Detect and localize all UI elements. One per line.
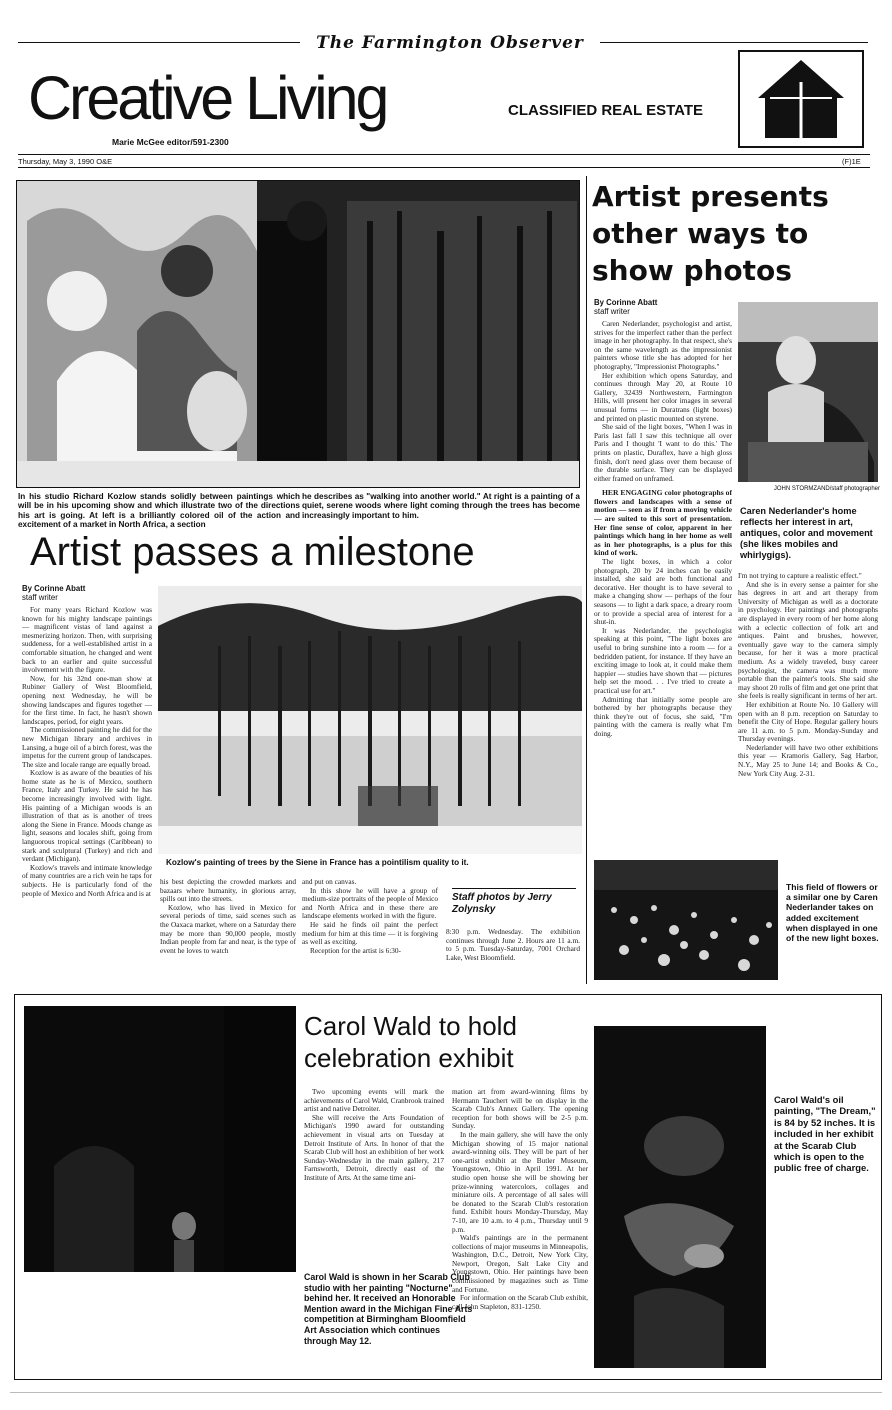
wald-headline: Carol Wald to hold celebration exhibit bbox=[304, 1011, 517, 1073]
portrait-caption: Caren Nederlander's home reflects her interest in art, antiques, color and movement (she likes mobiles and whirlygigs). bbox=[740, 506, 873, 560]
section-title: Creative Living bbox=[28, 64, 387, 132]
kozlow-studio-photo bbox=[16, 180, 580, 488]
nederlander-col1-p7: Admitting that initially some people are bothered by her photographs because they think they're out of focus, she said, "I'm painting with the camera is really what I'm doing. bbox=[594, 694, 732, 738]
kozlow-col3-p4: Reception for the artist is 6:30- bbox=[310, 945, 401, 955]
kozlow-col1-p1: For many years Richard Kozlow was known for his mighty landscape paintings — magnificent vistas of land against a mesmerizing horizon. Then, with surprising suddeness, for a well-established artist in a comfortable situation, he changed and went back to an earlier and quite successful involvement with the figure. bbox=[22, 606, 152, 675]
wald-left-caption: Carol Wald is shown in her Scarab Club studio with her painting "Nocturne" behind her. It received an Honorable Mention award in the Michigan Fine Arts competition at Birmingham Bloomfield Art Association which continues through May 12. bbox=[304, 1272, 473, 1346]
kozlow-col2-p1: his best depicting the crowded markets and bazaars where humanity, in glorious array, spills out into the streets. bbox=[160, 877, 296, 904]
kozlow-col4-p1: 8:30 p.m. Wednesday. The exhibition continues through June 2. Hours are 11 a.m. to 5 p.m. Tuesday-Saturday, 7001 Orchard Lake, West Bloomfield. bbox=[446, 927, 580, 962]
kozlow-col2-p2: Kozlow, who has lived in Mexico for several periods of time, said scenes such as the Oaxaca market, where on a Saturday there may be more than 90,000 people, mostly Indian people from far and near, is the type of event he loves to watch bbox=[160, 902, 296, 955]
portrait-photo-credit: JOHN STORMZAND/staff photographer bbox=[773, 486, 880, 492]
wald-col2-p3: Wald's paintings are in the permanent collections of major museums in Minneapolis, Washington, D.C., Detroit, New York City, Newport, Oregon, Salt Lake City and Youngstown, Ohio. Her paintings have been commissioned by magazines such as Time and Fortune. bbox=[452, 1233, 588, 1294]
kozlow-col3 bbox=[302, 878, 438, 955]
wald-col1-p1: Two upcoming events will mark the achievements of Carol Wald, Cranbrook trained artist and native Detroiter. bbox=[304, 1087, 444, 1114]
nederlander-col1-p6: It was Nederlander, the psychologist speaking at this point, "The light boxes are useful to bring sunshine into a room — for a bedridden patient, for instance. If they have an exciting image to look at, it could make them happier — studies have shown that — pictures help set the mood. . . I've tried to create a practical use for art." bbox=[594, 625, 732, 695]
kozlow-col3-p2: In this show he will have a group of medium-size portraits of the people of Mexico and North Africa and in these there are landscape elements worked in with the figure. bbox=[302, 885, 438, 921]
studio-photo-caption-b: he describes as "walking into another world." At right is a painting of a quiet, serene woods where light coming through the trees has become increasingly important to him. bbox=[302, 492, 580, 520]
house-logo-icon bbox=[740, 52, 862, 146]
nederlander-col1 bbox=[594, 320, 732, 854]
kozlow-col2 bbox=[160, 878, 296, 955]
date-line: Thursday, May 3, 1990 O&E bbox=[18, 157, 113, 166]
nederlander-byline-role: staff writer bbox=[594, 307, 630, 316]
staff-photos-credit: Staff photos by Jerry Zolynsky bbox=[452, 888, 576, 916]
house-logo-box bbox=[738, 50, 864, 148]
nederlander-col2 bbox=[738, 572, 878, 842]
kozlow-col3-p1: and put on canvas. bbox=[302, 877, 357, 886]
studio-photo-caption-a: In his studio Richard Kozlow stands solidly between paintings which will be in his upcoming show and which illustrate two of the directions his art is going. At left is a brilliantly colored oil of the action and excitement of a market in North Africa, a section bbox=[18, 492, 300, 530]
wald-col2-p1: mation art from award-winning films by Hermann Tauchert will be on display in the Scarab Club's Annex Gallery. The opening reception for both shows will be 2-5 p.m. Sunday. bbox=[452, 1088, 588, 1131]
wald-dream-painting bbox=[594, 1026, 766, 1368]
masthead bbox=[12, 0, 882, 166]
nederlander-byline-name: By Corinne Abatt bbox=[594, 298, 658, 307]
wald-col2 bbox=[452, 1088, 588, 1372]
kozlow-headline: Artist passes a milestone bbox=[30, 530, 475, 574]
kozlow-col1-p3: The commissioned painting he did for the new Michigan library and archives in Lansing, a huge oil of a birch forest, was the impetus for the current group of landscapes. The size and locale range are equally broad. bbox=[22, 725, 152, 769]
wald-right-caption: Carol Wald's oil painting, "The Dream," is 84 by 52 inches. It is included in her exhibit at the Scarab Club which is open to the public free of charge. bbox=[774, 1094, 876, 1174]
nederlander-headline: Artist presents other ways to show photos bbox=[592, 180, 829, 287]
kozlow-col1-p4: Kozlow is as aware of the beauties of his home state as he is of Mexico, southern France, Italy and Turkey. He said he has become increasingly involved with light. His painting of a Michigan woods is an illustration of that as is another of trees along the Siene in France. Moods change as light, seasons and locales shift, going from languorous tropical settings (Caribbean) to stark and sculptural (Turkey) and rich and verdant (Michigan). bbox=[22, 768, 152, 864]
nederlander-byline bbox=[594, 298, 734, 316]
nederlander-col2-p4: Nederlander will have two other exhibitions this year — Kramoris Gallery, Sag Harbor, N.Y., May 25 to June 14; and Books & Co., New York City Aug. 2-31. bbox=[738, 742, 878, 778]
kozlow-col3-p3: He said he finds oil paint the perfect medium for him at this time — it is forgiving as well as exciting. bbox=[302, 919, 438, 947]
wald-col2-p4: For information on the Scarab Club exhibit, call John Stapleton, 831-1250. bbox=[452, 1293, 588, 1311]
editor-line: Marie McGee editor/591-2300 bbox=[112, 137, 229, 147]
kozlow-col1-p5: Kozlow's travels and intimate knowledge of many countries are a rich vein he taps for subjects. He is particularly fond of the people of Mexico and North Africa and is at bbox=[22, 862, 152, 898]
kozlow-byline bbox=[22, 584, 152, 602]
wald-col1 bbox=[304, 1088, 444, 1183]
nederlander-col2-p3: Her exhibition at Route No. 10 Gallery will open with an 8 p.m. reception on Saturday to benefit the City of Hope. Regular gallery hours are 11 a.m. to 5 p.m. Monday-Sunday and Thursday evenings. bbox=[738, 699, 878, 744]
nederlander-col1-p3: She said of the light boxes, "When I was in Paris last fall I saw this technique all over Paris and I thought 'I want to do this.' The prints on plastic, Duraflex, have a high gloss finish, don't need glass over them because of the durable surface. They can be displayed either framed on unframed. bbox=[594, 422, 732, 483]
nederlander-portrait-photo bbox=[738, 302, 878, 482]
siene-trees-painting bbox=[158, 586, 582, 854]
kozlow-byline-role: staff writer bbox=[22, 593, 58, 602]
nederlander-col1-p4: HER ENGAGING color photographs of flowers and landscapes with a sense of motion — seen as if from a moving vehicle — are suited to this sort of presentation. Her fine sense of color, apparent in her paintings which hang in her home as well as in her photographs, is a plus for this kind of work. bbox=[594, 488, 732, 558]
wald-studio-photo bbox=[24, 1006, 296, 1272]
flower-field-caption: This field of flowers or a similar one by Caren Nederlander takes on added excitement when displayed in one of the new light boxes. bbox=[786, 882, 879, 944]
wald-col2-p2: In the main gallery, she will have the only Michigan showing of 15 major national award-winning oils. They will be part of her one-artist exhibit at the Butler Museum, Youngstown, Ohio in April 1991. At her studio open house she will be showing her prize-winning watercolors, collages and miniature oils. A percentage of all sales will be donated to the Scarab Club's restoration fund. Exhibit hours Monday-Thursday, May 7-10, are 10 a.m. to 4 p.m., Thursday until 9 p.m. bbox=[452, 1129, 588, 1234]
nederlander-col2-p2: And she is in every sense a painter for she has degrees in art and art therapy from University of Michigan as well as a doctorate in psychology. Her paintings and photographs are displayed in every room of her home along with a eclectic collection of folk art and antiques. Paint and brushes, however, eventually gave way to the camera simply because, for her it was a more practical medium. As a widely traveled, busy career psychologist, the camera was much more portable than the painter's tools. She said she may shoot 20 rolls of film and get one print that she feels is really significant in terms of her art. bbox=[738, 579, 878, 701]
paper-name: The Farmington Observer bbox=[316, 33, 584, 53]
nederlander-col1-p2: Her exhibition which opens Saturday, and continues through May 20, at Route 10 Gallery, 32439 Northwestern, Farmington Hills, will present her color images in several unusual forms — in Duratrans (light boxes) and printed on plastic mounted on styrene. bbox=[594, 370, 732, 423]
kozlow-col1 bbox=[22, 606, 152, 974]
siene-painting-caption: Kozlow's painting of trees by the Siene in France has a pointilism quality to it. bbox=[166, 858, 469, 867]
nederlander-col1-p5: The light boxes, in which a color photograph, 20 by 24 inches can be easily installed, she said are both functional and decorative. Her thought is to have several to make a changing show — perhaps of the four seasons — to light a dark space, a dreary room or to provide a special area of interest for a shut-in. bbox=[594, 557, 732, 627]
page-code: (F)1E bbox=[842, 157, 861, 166]
kozlow-col1-p2: Now, for his 32nd one-man show at Rubiner Gallery of West Bloomfield, opening next Wednesday, he will be showing landscapes and figures together — for the first time. In fact, he hasn't shown landscapes, period, for eight years. bbox=[22, 673, 152, 726]
classified-label: CLASSIFIED REAL ESTATE bbox=[508, 102, 704, 119]
nederlander-col2-p1: I'm not trying to capture a realistic effect." bbox=[738, 572, 862, 580]
flower-field-photo bbox=[594, 860, 778, 980]
kozlow-col4 bbox=[446, 928, 580, 962]
nederlander-col1-p1: Caren Nederlander, psychologist and artist, strives for the imperfect rather than the perfect image in her photography. In that respect, she's on the same wavelength as the impressionist painters whose title she has adopted for her photography, "Impressionist Photographs." bbox=[594, 320, 732, 371]
kozlow-byline-name: By Corinne Abatt bbox=[22, 584, 86, 593]
wald-col1-p2: She will receive the Arts Foundation of Michigan's 1990 award for outstanding achievement in visual arts on Tuesday at Detroit Institute of Arts. In honor of that the Scarab Club will host an exhibition of her work Sunday-Wednesday in the main gallery, 217 Farnsworth, Detroit, directly east of the Institute of Arts. At the same time ani- bbox=[304, 1112, 444, 1182]
